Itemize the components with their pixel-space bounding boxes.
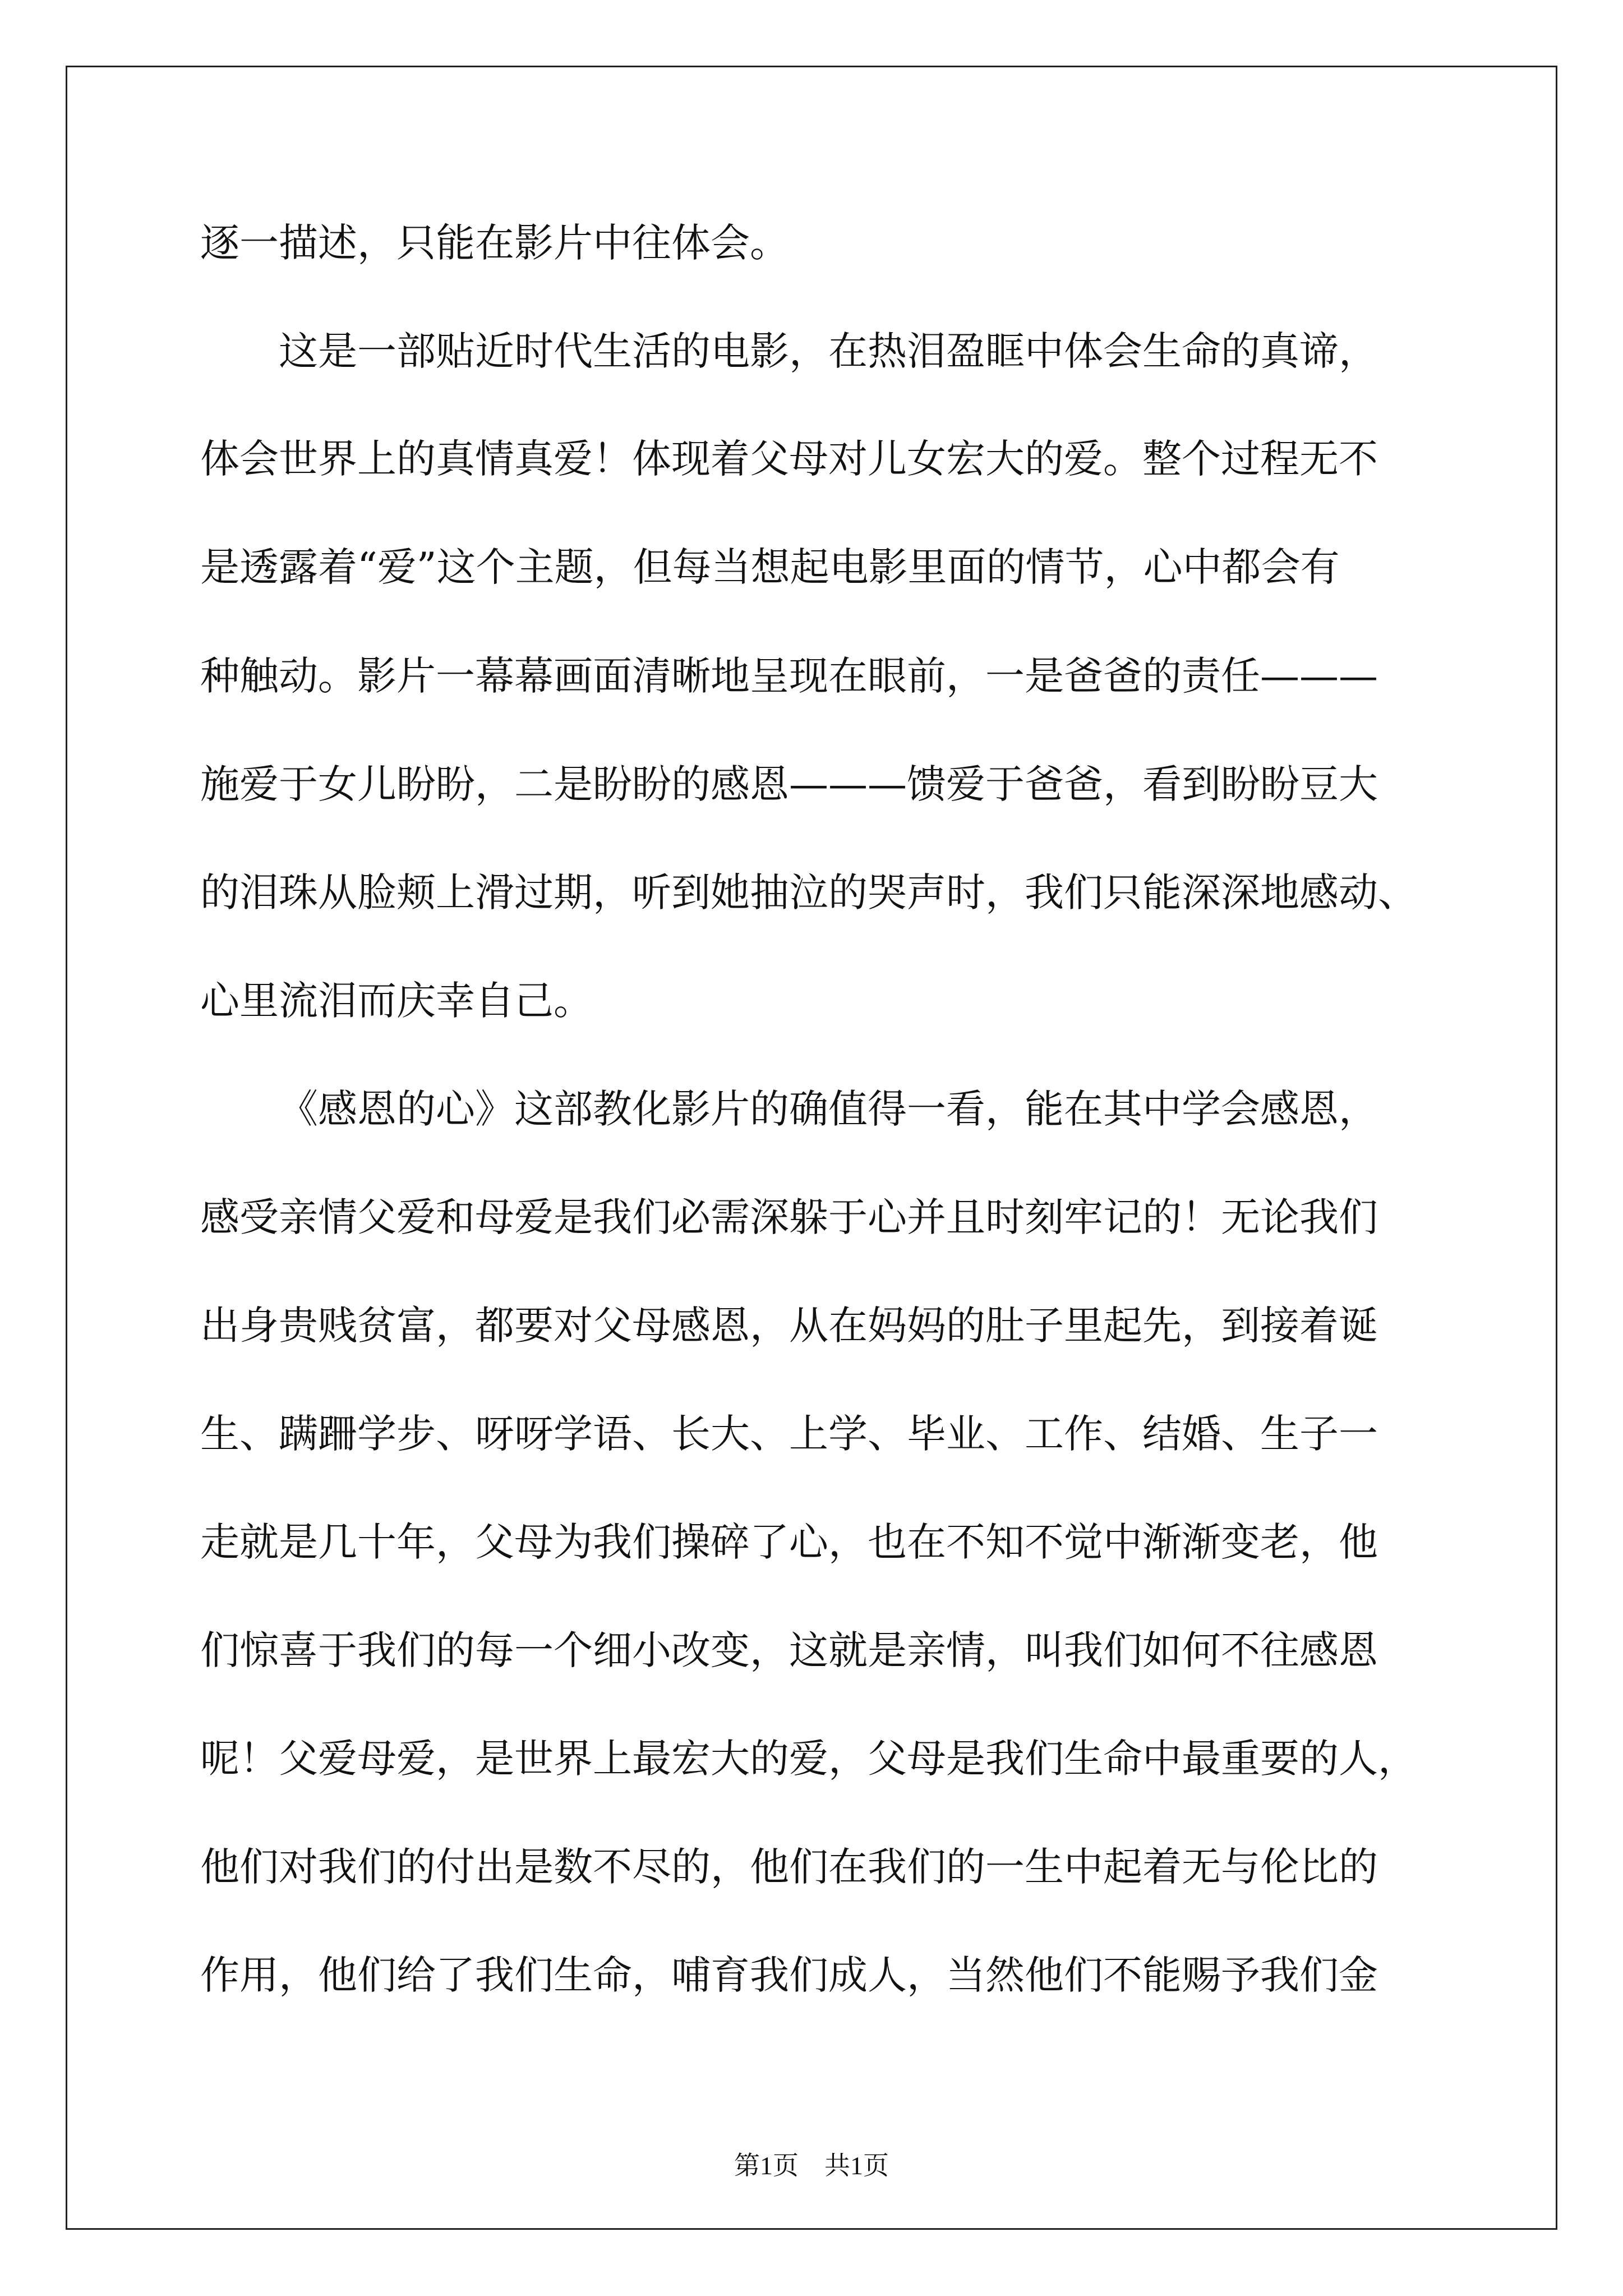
text-line-4: 是透露着“爱”这个主题，但每当想起电影里面的情节，心中都会有 (200, 544, 1340, 590)
text-line-11: 出身贵贱贫富，都要对父母感恩，从在妈妈的肚子里起先，到接着诞 (200, 1303, 1378, 1349)
text-line-10: 感受亲情父爱和母爱是我们必需深躲于心并且时刻牢记的！无论我们 (200, 1194, 1378, 1240)
text-line-8: 心里流泪而庆幸自己。 (200, 978, 593, 1024)
page-border (66, 66, 1557, 2230)
text-line-9: 《感恩的心》这部教化影片的确值得一看，能在其中学会感恩， (279, 1086, 1378, 1132)
text-line-14: 们惊喜于我们的每一个细小改变，这就是亲情，叫我们如何不往感恩 (200, 1627, 1378, 1673)
text-line-12: 生、蹒跚学步、呀呀学语、长大、上学、毕业、工作、结婚、生子一 (200, 1411, 1378, 1457)
text-line-6: 施爱于女儿盼盼，二是盼盼的感恩———馈爱于爸爸，看到盼盼豆大 (200, 761, 1378, 807)
text-line-5: 种触动。影片一幕幕画面清晰地呈现在眼前，一是爸爸的责任——— (200, 653, 1378, 699)
text-line-15: 呢！父爱母爱，是世界上最宏大的爱，父母是我们生命中最重要的人， (200, 1736, 1417, 1782)
text-line-2: 这是一部贴近时代生活的电影，在热泪盈眶中体会生命的真谛， (279, 328, 1378, 374)
page-total: 共1页 (824, 2151, 889, 2180)
text-line-13: 走就是几十年，父母为我们操碎了心，也在不知不觉中渐渐变老，他 (200, 1519, 1378, 1565)
text-line-3: 体会世界上的真情真爱！体现着父母对儿女宏大的爱。整个过程无不 (200, 436, 1378, 482)
text-line-17: 作用，他们给了我们生命，哺育我们成人，当然他们不能赐予我们金 (200, 1952, 1378, 1998)
text-line-1: 逐一描述，只能在影片中往体会。 (200, 220, 789, 266)
text-line-16: 他们对我们的付出是数不尽的，他们在我们的一生中起着无与伦比的 (200, 1844, 1378, 1890)
text-line-7: 的泪珠从脸颊上滑过期，听到她抽泣的哭声时，我们只能深深地感动、 (200, 869, 1417, 915)
page-footer (0, 2153, 1623, 2179)
page-number: 第1页 (734, 2151, 799, 2180)
